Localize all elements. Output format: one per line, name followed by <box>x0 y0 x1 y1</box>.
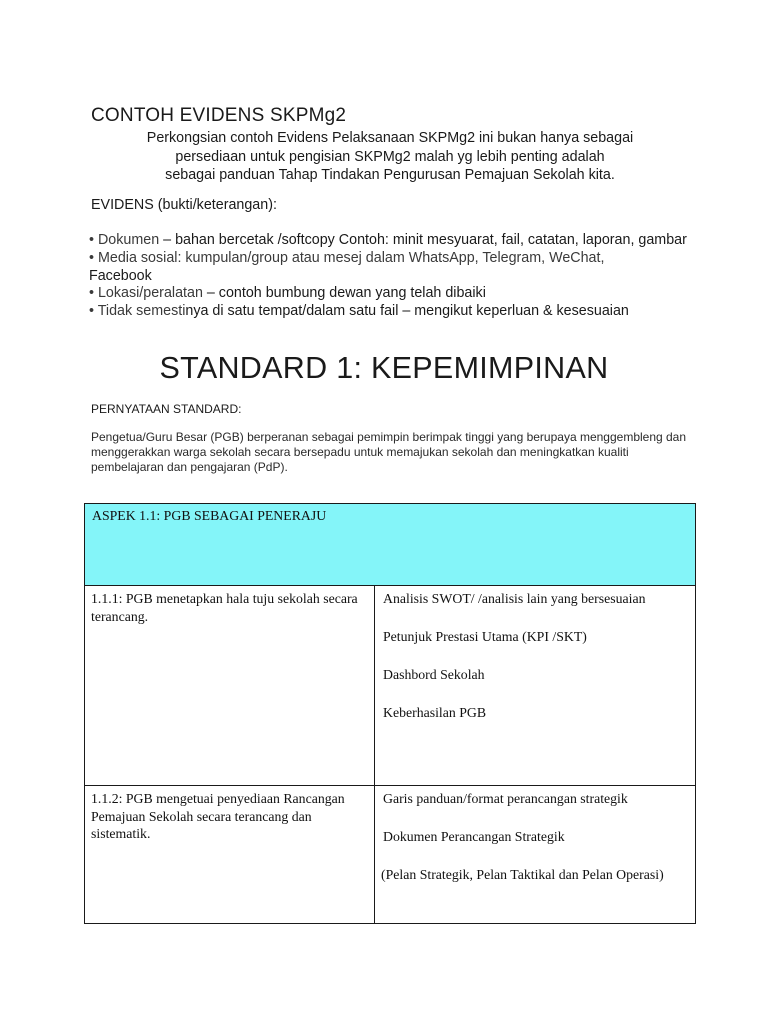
bullet-text: Facebook <box>89 267 152 284</box>
criterion-cell: 1.1.2: PGB mengetuai penyediaan Rancangan Pemajuan Sekolah secara terancang dan sistematik. <box>85 786 375 924</box>
pernyataan-label: PERNYATAAN STANDARD: <box>91 402 242 416</box>
bullet-text: – bahan bercetak /softcopy Contoh: minit mesyuarat, fail, catatan, laporan, gambar <box>159 232 687 248</box>
intro-line: sebagai panduan Tahap Tindakan Pengurusan Pemajuan Sekolah kita. <box>165 167 615 183</box>
evidence-cell <box>375 586 696 786</box>
evidence-item: Analisis SWOT/ /analisis lain yang bersesuaian <box>383 591 646 606</box>
criterion-cell: 1.1.1: PGB menetapkan hala tuju sekolah secara terancang. <box>85 586 375 786</box>
evidens-bullet-list <box>89 232 689 321</box>
bullet-text: – contoh bumbung dewan yang telah dibaiki <box>202 285 486 302</box>
table-row <box>85 786 696 924</box>
bullet-lead: • Lokasi/peralatan <box>89 285 203 302</box>
evidence-item: (Pelan Strategik, Pelan Taktikal dan Pelan Operasi) <box>381 867 664 882</box>
evidence-item: Petunjuk Prestasi Utama (KPI /SKT) <box>383 629 587 644</box>
pernyataan-text: Pengetua/Guru Besar (PGB) berperanan sebagai pemimpin berimpak tinggi yang berupaya menggembleng dan menggerakkan warga sekolah secara bersepadu untuk memajukan sekolah dan meningkatkan kualiti pembelajaran dan pengajaran (PdP). <box>91 430 687 474</box>
bullet-item <box>89 250 689 286</box>
bullet-item <box>89 285 689 303</box>
bullet-item <box>89 303 689 321</box>
intro-line: persediaan untuk pengisian SKPMg2 malah yg lebih penting adalah <box>175 148 605 165</box>
bullet-item <box>89 232 689 250</box>
document-title: CONTOH EVIDENS SKPMg2 <box>91 105 347 126</box>
standard-title: STANDARD 1: KEPEMIMPINAN <box>159 351 609 385</box>
intro-line: Perkongsian contoh Evidens Pelaksanaan SKPMg2 ini bukan hanya sebagai <box>146 130 634 146</box>
evidence-cell <box>375 786 696 924</box>
aspect-header-row <box>85 504 696 586</box>
table-row <box>85 586 696 786</box>
evidence-item: Dokumen Perancangan Strategik <box>383 829 565 844</box>
aspect-header-cell: ASPEK 1.1: PGB SEBAGAI PENERAJU <box>85 504 696 586</box>
evidence-item: Dashbord Sekolah <box>383 667 485 682</box>
aspect-table <box>84 503 696 924</box>
evidens-heading: EVIDENS (bukti/keterangan): <box>91 197 277 213</box>
evidence-item: Garis panduan/format perancangan strategik <box>383 791 628 806</box>
bullet-text: nya di satu tempat/dalam satu fail – mengikut keperluan & kesesuaian <box>185 303 629 320</box>
bullet-lead: • Media sosial: kumpulan/group atau mesej dalam WhatsApp, Telegram, WeChat, <box>89 249 605 266</box>
bullet-lead: • Tidak semesti <box>89 303 186 320</box>
bullet-lead: • Dokumen <box>89 232 160 248</box>
intro-paragraph <box>90 129 690 185</box>
evidence-item: Keberhasilan PGB <box>383 705 487 720</box>
